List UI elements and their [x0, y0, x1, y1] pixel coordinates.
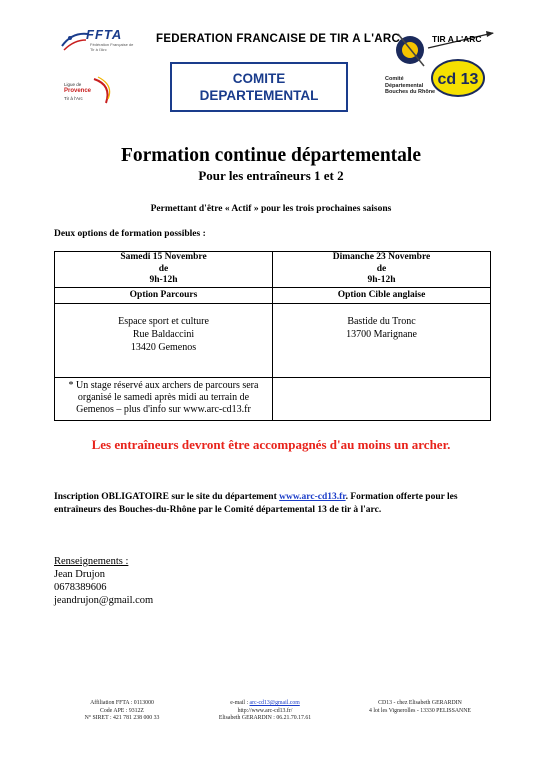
ffta-logo-text: FFTA	[86, 27, 123, 42]
ffta-logo-subtext: Fédération Française de Tir à l'Arc	[90, 42, 134, 52]
options-table	[54, 251, 491, 421]
footer-email-line	[200, 700, 330, 708]
table-row-notes	[55, 377, 491, 420]
footer-right	[350, 700, 490, 715]
address-col1	[55, 303, 273, 377]
footer-siret: N° SIRET : 421 781 238 000 33	[84, 715, 160, 721]
date-col1: Samedi 15 Novembre	[120, 252, 207, 262]
note-col2-empty	[273, 377, 491, 420]
inscription-part1: Inscription OBLIGATOIRE sur le site du département	[54, 492, 280, 502]
cd13-tir-arc-text: TIR A L'ARC	[432, 34, 482, 44]
ligue-logo-line3: Tir à l'Arc	[64, 96, 83, 101]
federation-title: FEDERATION FRANCAISE DE TIR A L'ARC	[156, 33, 401, 45]
option-col2: Option Cible anglaise	[273, 287, 491, 303]
inscription-part2: . Formation offerte pour les entraîneurs des Bouches-du-Rhône par le Comité départemental 13 de tir à l'arc.	[54, 492, 458, 515]
date-cell-col1	[55, 252, 273, 288]
address-col1-line2: Rue Baldaccini	[132, 328, 195, 340]
comite-departemental-box	[170, 62, 348, 112]
footer-phone: Elisabeth GERARDIN : 06.21.70.17.61	[218, 715, 312, 721]
page-title: Formation continue départementale	[120, 145, 422, 166]
de-col2: de	[376, 263, 387, 274]
footer-email-link[interactable]: arc-cd13@gmail.com	[249, 700, 300, 706]
table-row-dates	[55, 252, 491, 288]
option-col1: Option Parcours	[55, 287, 273, 303]
footer-middle	[200, 700, 330, 723]
date-col2: Dimanche 23 Novembre	[332, 252, 431, 262]
contact-phone: 0678389606	[54, 582, 107, 593]
footer-address-line1: CD13 - chez Elisabeth GERARDIN	[378, 700, 462, 706]
footer-email-prefix: e-mail :	[230, 700, 250, 706]
cd13-caption-line3: Bouches du Rhône	[385, 89, 436, 95]
table-row-options	[55, 287, 491, 303]
renseignements-label: Renseignements :	[54, 556, 129, 567]
hours-col2: 9h-12h	[367, 275, 396, 285]
warning-text: Les entraîneurs devront être accompagnés d'au moins un archer.	[91, 437, 451, 452]
address-col2	[273, 303, 491, 377]
options-intro: Deux options de formation possibles :	[54, 229, 206, 239]
comite-line2: DEPARTEMENTAL	[199, 88, 319, 103]
cd13-caption-line2: Départemental	[385, 82, 424, 89]
footer-address-line2: 4 lot les Vignerolles - 13330 PELISSANNE	[369, 707, 471, 714]
contact-name: Jean Drujon	[54, 569, 106, 580]
ligue-logo-line1: Ligue de	[64, 82, 82, 87]
footer-left	[72, 700, 172, 723]
address-col2-line2: 13700 Marignane	[346, 328, 417, 340]
cd13-badge-text: cd 13	[437, 71, 479, 88]
note-col1	[55, 377, 273, 420]
footer-affiliation: Affiliation FFTA : 0113000	[90, 700, 154, 706]
page-subtitle: Pour les entraîneurs 1 et 2	[198, 168, 344, 183]
footer-website[interactable]: http://www.arc-cd13.fr/	[237, 707, 293, 714]
note-line1: * Un stage réservé aux archers de parcours sera	[68, 379, 259, 391]
hours-col1: 9h-12h	[149, 275, 178, 285]
inscription-paragraph	[54, 491, 494, 516]
date-cell-col2	[273, 252, 491, 288]
ligue-logo-line2: Provence	[64, 88, 92, 94]
table-row-addresses	[55, 303, 491, 377]
permettant-text: Permettant d'être « Actif » pour les trois prochaines saisons	[150, 204, 392, 214]
address-col1-line3: 13420 Gemenos	[130, 341, 197, 353]
note-line2: organisé le samedi après midi au terrain de	[77, 391, 250, 403]
de-col1: de	[158, 263, 169, 274]
address-col2-line1: Bastide du Tronc	[347, 315, 416, 327]
inscription-link[interactable]: www.arc-cd13.fr	[279, 492, 346, 502]
comite-line1: COMITE	[232, 71, 286, 86]
cd13-caption	[385, 76, 435, 96]
cd13-caption-line1: Comité	[385, 76, 404, 82]
contact-email: jeandrujon@gmail.com	[54, 595, 154, 606]
footer-ape: Code APE : 9312Z	[100, 707, 144, 714]
note-line3: Gemenos – plus d'info sur www.arc-cd13.fr	[76, 403, 251, 415]
address-col1-line1: Espace sport et culture	[118, 315, 209, 327]
